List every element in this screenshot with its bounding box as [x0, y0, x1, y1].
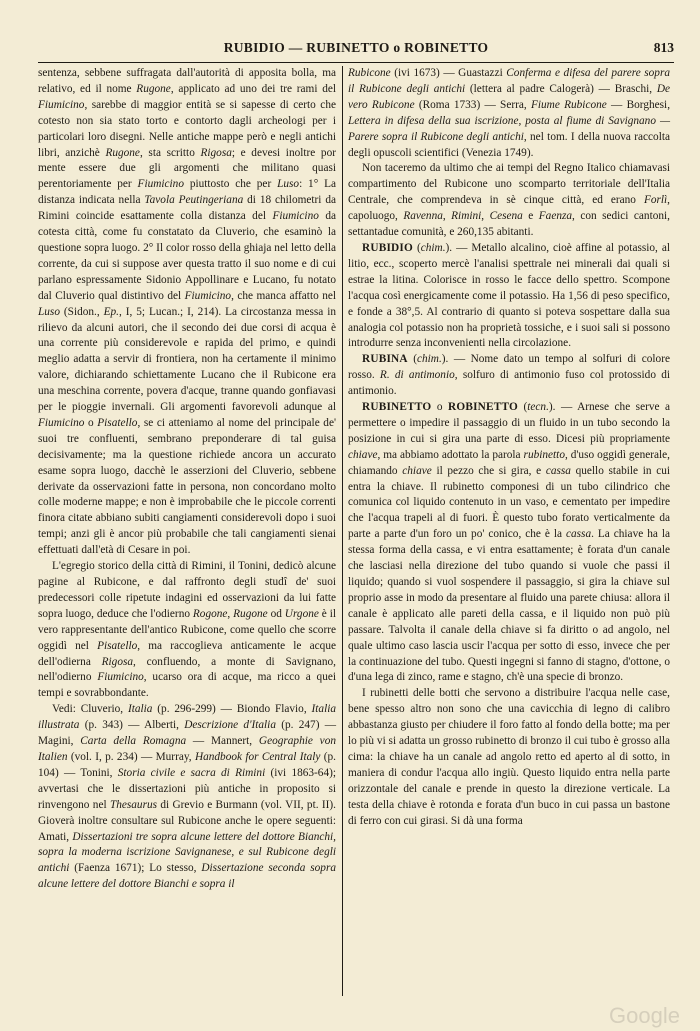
paragraph: Rubicone (ivi 1673) — Guastazzi Conferma e difesa del parere sopra il Rubicone degli antichi (lettera al padre Calogerà) — Braschi, De vero Rubicone (Roma 1733) — Serra, Fiume Rubicone — Borghesi, Lettera in difesa della sua iscrizione, posta al fiume di Savignano — Parere sopra il Rubicone degli antichi, nel tom. I della nuova raccolta degli opuscoli scientifici (Venezia 1749).	[348, 67, 671, 159]
paragraph: sentenza, sebbene suffragata dall'autorità di apposita bolla, ma relativo, ed il nome Rugone, applicato ad uno dei tre rami del Fiumicino, sarebbe di maggior entità se si sapesse di certo che cotesto non sia stato torto e contorto dagli archeologi per i particolari loro disegni. Nelle antiche mappe però e negli antichi libri, anzichè Rugone, sta scritto Rigosa; e devesi inoltre por mente essere due gli argomenti che militano quasi perentoriamente per Fiumicino piuttosto che per Luso: 1° La distanza indicata nella Tavola Peutingeriana di 18 chilometri da Rimini coincide esattamente colla distanza del Fiumicino da cotesta città, come fu constatato da Cluverio, che esaminò la questione sopra luogo. 2° Il color rosso della ghiaja nel letto della corrente, da cui si suppose aver questa tratto il suo nome e di cui parlano espressamente Sidonio Appollinare e Lucano, fu notato dal Cluverio qual distintivo del Fiumicino, che manca affatto nel Luso (Sidon., Ep., I, 5; Lucan.; I, 214). La circostanza messa in rilievo da alcuni autori, che il secondo dei due corsi di acqua è una corrente più considerevole e rapida del primo, e quindi meglio adatta a servir di frontiera, non ha certamente il minimo valore, dichiarando schiettamente Lucano che il Rubicone era una meschina corrente, povera d'acque, tranne quando gonfiavasi per le pioggie invernali. Gli argomenti favorevoli adunque al Fiumicino o Pisatello, se ci atteniamo al nome del principale de' suoi tre confluenti, sembrano preponderare di tal guisa decisivamente; ma la questione richiede ancora un accurato esame sopra luogo, dacchè le asserzioni del Cluverio, sebbene derivate da osservazioni fatte in persona, non concordano molto colle moderne mappe; e non è improbabile che le piccole correnti finora citate abbiano subiti cangiamenti considerevoli dopo i suoi tempi; anzi gli è ancor più probabile che tali cangiamenti sienai effettuati dall'età di Cesare in poi.	[38, 67, 337, 557]
watermark: Google	[609, 1003, 680, 1028]
paragraph: Vedi: Cluverio, Italia (p. 296-299) — Biondo Flavio, Italia illustrata (p. 343) — Alberti, Descrizione d'Italia (p. 247) — Magini, Carta della Romagna — Mannert, Geographie von Italien (vol. I, p. 234) — Murray, Handbook for Central Italy (p. 104) — Tonini, Storia civile e sacra di Rimini (ivi 1863-64); avvertasi che le dissertazioni più antiche in proposito si rinvengono nel Thesaurus di Grevio e Burmann (vol. VII, pt. II). Gioverà inoltre consultare sul Rubicone anche le opere seguenti: Amati, Dissertazioni tre sopra alcune lettere del dottore Bianchi, sopra la moderna iscrizione Savignanese, e sul Rubicone degli antichi (Faenza 1671); Lo stesso, Dissertazione seconda sopra alcune lettere del dottore Bianchi e sopra il	[38, 703, 337, 891]
column-divider	[342, 66, 343, 996]
paragraph: RUBINA (chim.). — Nome dato un tempo al solfuri di colore rosso. R. di antimonio, solfuro di antimonio fuso col protossido di antimonio.	[348, 353, 670, 398]
left-column	[38, 66, 336, 893]
paragraph: I rubinetti delle botti che servono a distribuire l'acqua nelle case, bene spesso altro non sono che una cavicchia di legno di calibro abbastanza giusto per chiudere il foro fatto al fondo della botte; ma per lo più vi si adatta un grosso rubinetto di bronzo il cui tubo è grosso alla cima: la chiave ha un canale ad angolo retto ed aperto al di sotto, in maniera di condur l'acqua allo ingiù. Questo liquido entra nella parte orizzontale del canale e prende in questo la direzione verticale. La testa della chiave è rotonda e forata d'un buco in cui passa un bastone di ferro con cui girasi. Si dà una forma	[348, 687, 670, 827]
page-header	[38, 40, 674, 60]
paragraph: L'egregio storico della città di Rimini, il Tonini, dedicò alcune pagine al Rubicone, e dal raffronto degli studî de' suoi predecessori colle ripetute indagini ed osservazioni da lui fatte sopra luogo, deduce che l'odierno Rogone, Rugone od Urgone è il vero rappresentante dell'antico Rubicone, come quello che scorre oggidì nel Pisatello, ma raccoglieva anticamente le acque dell'odierna Rigosa, confluendo, a monte di Savignano, nell'odierno Fiumicino, ucarso ora di acque, ma ricco a quei tempi e sovrabbondante.	[38, 560, 336, 700]
running-title: RUBIDIO — RUBINETTO o ROBINETTO	[223, 40, 489, 55]
paragraph: RUBINETTO o ROBINETTO (tecn.). — Arnese che serve a permettere o impedire il passaggio di un fluido in un tubo secondo la posizione in cui si gira una parte di esso. Dicesi più propriamente chiave, ma abbiamo adottato la parola rubinetto, d'uso oggidì generale, chiamando chiave il pezzo che si gira, e cassa quello stabile in cui entra la chiave. Il rubinetto componesi di un tubo cilindrico che comunica col liquido contenuto in un vaso, e cementato per impedire che l'acqua trapeli al di fuori. È questo tubo forato verticalmente da parte a parte d'un foro un po' conico, che è la cassa. La chiave ha la stessa forma della cassa, e vi entra esattamente; è forata d'un canale che lasciasi nella direzione del tubo quando si vuole che passi il liquido; quando si vuol sospendere il passaggio, si gira la chiave sul proprio asse in modo da presentare al fluido una parete chiusa: allora il canale è applicato alle pareti della cassa, e il liquido non può più passare. Talvolta il canale della chiave si fa diritto o ad angolo, nel quale ultimo caso lascia uscir l'acqua per sotto di esso, invece che per la continuazione del tubo. Questi ingegni si fanno di stagno, d'ottone, o d'una lega di zinco, rame e stagno, ch'è una specie di bronzo.	[348, 401, 670, 684]
page-number: 813	[653, 40, 674, 55]
right-column	[348, 66, 670, 830]
paragraph: Non taceremo da ultimo che ai tempi del Regno Italico chiamavasi compartimento del Rubicone uno scomparto territoriale dell'Italia Centrale, che comprendeva in sè cinque città, ed erano Forlì, capoluogo, Ravenna, Rimini, Cesena e Faenza, con sedici cantoni, settantadue comunità, e 260,135 abitanti.	[348, 162, 670, 239]
header-rule	[38, 62, 674, 63]
paragraph: RUBIDIO (chim.). — Metallo alcalino, cioè affine al potassio, al litio, ecc., scoperto mercè l'analisi spettrale nei minerali dai quali si estrae la litina. Colorisce in rosso le facce dello spettro. Scompone l'acqua così energicamente come il potassio. Ha 1,56 di peso specifico, e fonde a 38°,5. Al contrario di quanto si poteva sospettare dalla sua analogia col potassio non ha proprietà tossiche, e i suoi sali si possono introdurre senza inconvenienti nella circolazione.	[348, 241, 670, 350]
